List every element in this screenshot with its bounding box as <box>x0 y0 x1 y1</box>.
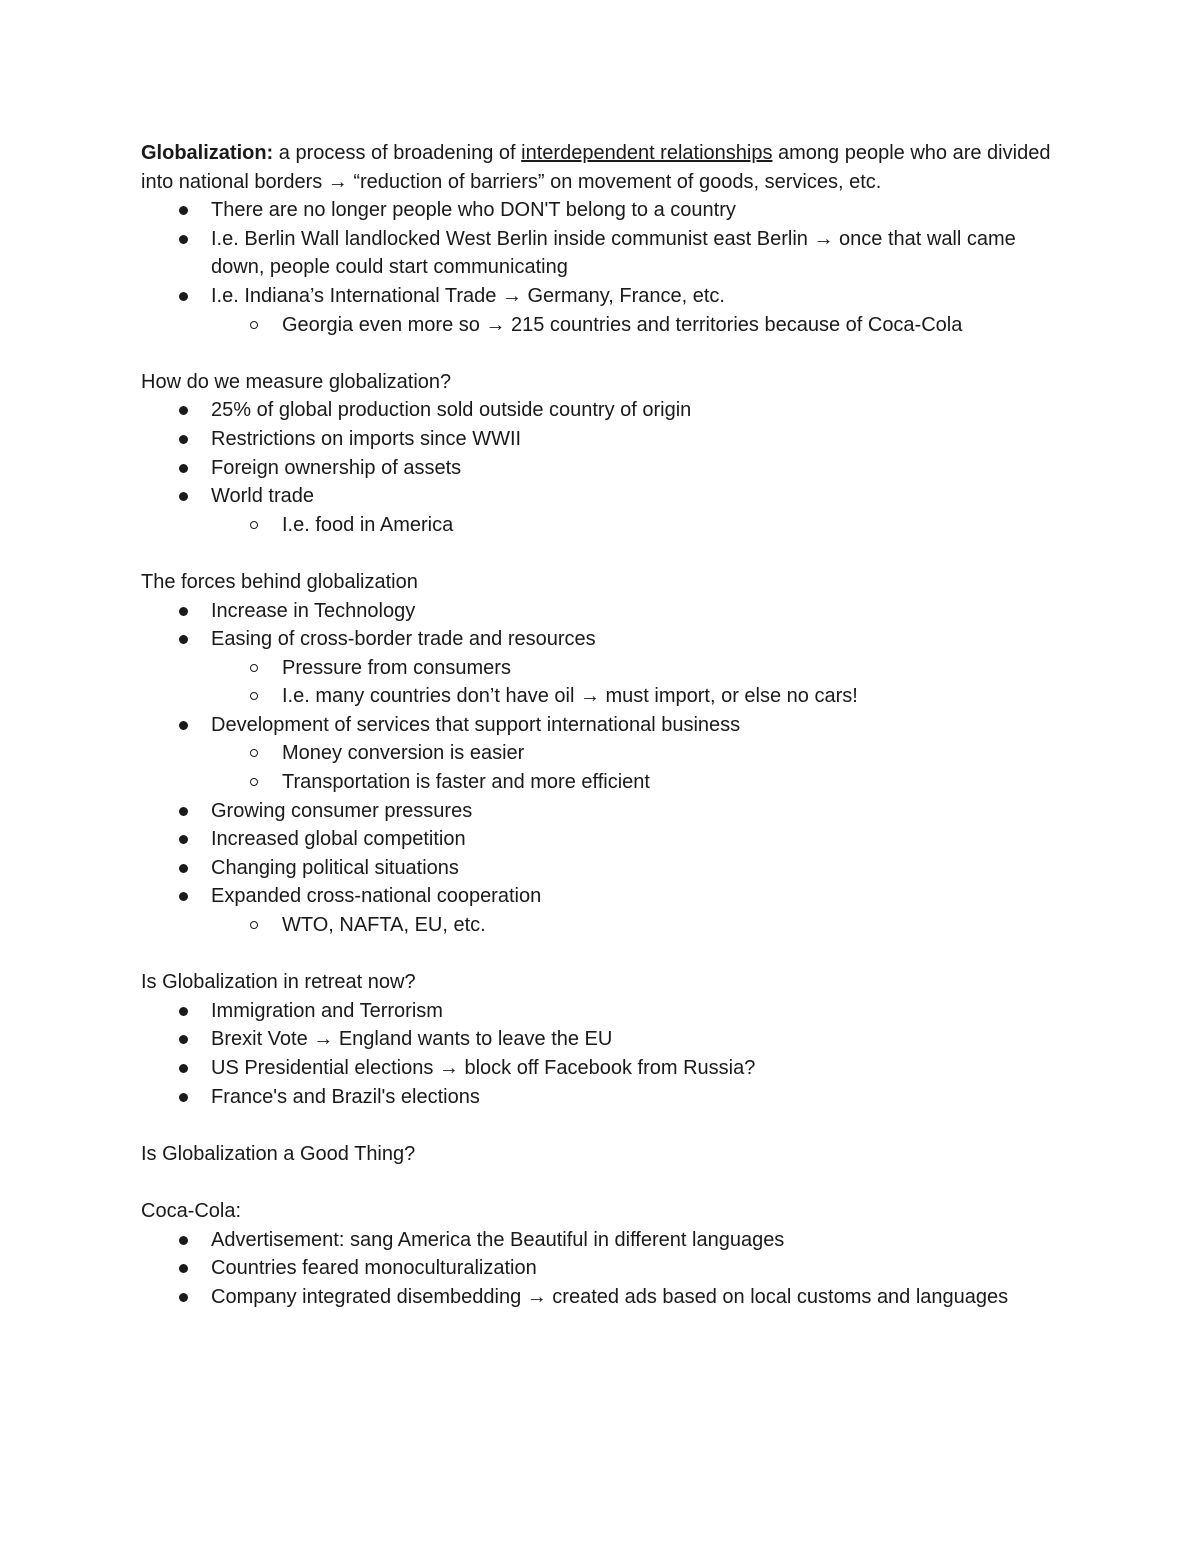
forces-heading: The forces behind globalization <box>141 570 418 593</box>
coca-cola-list <box>141 1226 1061 1312</box>
bullet-icon <box>179 1093 188 1102</box>
definition-term: Globalization: <box>141 142 274 164</box>
circle-bullet-icon <box>250 692 258 700</box>
definition-text-post: among people who are divided into national borders → “reduction of barriers” on movement of goods, services, etc. <box>141 142 1051 193</box>
circle-bullet-icon <box>250 664 258 672</box>
definition-sub-list <box>141 311 1061 340</box>
list-item: Company integrated disembedding → created ads based on local customs and languages <box>141 1283 1061 1312</box>
list-item: I.e. Indiana’s International Trade → Germany, France, etc. <box>141 282 1061 311</box>
bullet-icon <box>179 492 188 501</box>
list-item: Brexit Vote → England wants to leave the EU <box>141 1025 1061 1054</box>
retreat-heading: Is Globalization in retreat now? <box>141 971 416 994</box>
definition-underlined: interdependent relationships <box>521 142 773 164</box>
sub-list-item: Money conversion is easier <box>141 739 1061 768</box>
retreat-list <box>141 997 1061 1111</box>
list-item: I.e. Berlin Wall landlocked West Berlin inside communist east Berlin → once that wall came down, people could start communicating <box>141 225 1061 282</box>
list-item: US Presidential elections → block off Facebook from Russia? <box>141 1054 1061 1083</box>
document-page <box>141 139 1061 1311</box>
sub-list-item: Pressure from consumers <box>141 654 1061 683</box>
circle-bullet-icon <box>250 321 258 329</box>
sub-list-item: WTO, NAFTA, EU, etc. <box>141 911 1061 940</box>
sub-list-item: Transportation is faster and more efficient <box>141 768 1061 797</box>
bullet-icon <box>179 721 188 730</box>
bullet-icon <box>179 1064 188 1073</box>
bullet-icon <box>179 1236 188 1245</box>
list-item: Advertisement: sang America the Beautiful in different languages <box>141 1226 1061 1255</box>
list-item: France's and Brazil's elections <box>141 1083 1061 1112</box>
bullet-icon <box>179 835 188 844</box>
circle-bullet-icon <box>250 921 258 929</box>
bullet-icon <box>179 607 188 616</box>
sub-list-item: I.e. many countries don’t have oil → must import, or else no cars! <box>141 682 1061 711</box>
list-item: World trade <box>141 482 1061 511</box>
bullet-icon <box>179 464 188 473</box>
bullet-icon <box>179 1007 188 1016</box>
list-item: Easing of cross-border trade and resources <box>141 625 1061 654</box>
measure-heading: How do we measure globalization? <box>141 370 452 393</box>
list-item: Development of services that support international business <box>141 711 1061 740</box>
sub-list-item: I.e. food in America <box>141 511 1061 540</box>
circle-bullet-icon <box>250 749 258 757</box>
definition-bullet-list <box>141 196 1061 310</box>
list-item: Changing political situations <box>141 854 1061 883</box>
list-item: Increase in Technology <box>141 597 1061 626</box>
bullet-icon <box>179 864 188 873</box>
list-item: Foreign ownership of assets <box>141 454 1061 483</box>
list-item: Immigration and Terrorism <box>141 997 1061 1026</box>
bullet-icon <box>179 406 188 415</box>
measure-list <box>141 396 1061 510</box>
bullet-icon <box>179 1264 188 1273</box>
bullet-icon <box>179 635 188 644</box>
forces-list <box>141 597 1061 654</box>
list-item: Restrictions on imports since WWII <box>141 425 1061 454</box>
circle-bullet-icon <box>250 521 258 529</box>
sub-list-item: Georgia even more so → 215 countries and territories because of Coca-Cola <box>141 311 1061 340</box>
coca-cola-heading: Coca-Cola: <box>141 1199 242 1222</box>
circle-bullet-icon <box>250 778 258 786</box>
globalization-definition <box>141 139 1061 196</box>
bullet-icon <box>179 1293 188 1302</box>
forces-coop-sub-list <box>141 911 1061 940</box>
good-thing-heading: Is Globalization a Good Thing? <box>141 1142 416 1165</box>
definition-text-pre: a process of broadening of <box>273 142 522 164</box>
bullet-icon <box>179 807 188 816</box>
list-item: Increased global competition <box>141 825 1061 854</box>
forces-list-continued-2 <box>141 797 1061 911</box>
bullet-icon <box>179 435 188 444</box>
bullet-icon <box>179 235 188 244</box>
list-item: Countries feared monoculturalization <box>141 1254 1061 1283</box>
list-item: Expanded cross-national cooperation <box>141 882 1061 911</box>
list-item: Growing consumer pressures <box>141 797 1061 826</box>
list-item: 25% of global production sold outside country of origin <box>141 396 1061 425</box>
bullet-icon <box>179 1035 188 1044</box>
bullet-icon <box>179 292 188 301</box>
list-item: There are no longer people who DON'T belong to a country <box>141 196 1061 225</box>
measure-sub-list <box>141 511 1061 540</box>
bullet-icon <box>179 206 188 215</box>
forces-services-sub-list <box>141 739 1061 796</box>
bullet-icon <box>179 892 188 901</box>
forces-easing-sub-list <box>141 654 1061 711</box>
forces-list-continued <box>141 711 1061 740</box>
